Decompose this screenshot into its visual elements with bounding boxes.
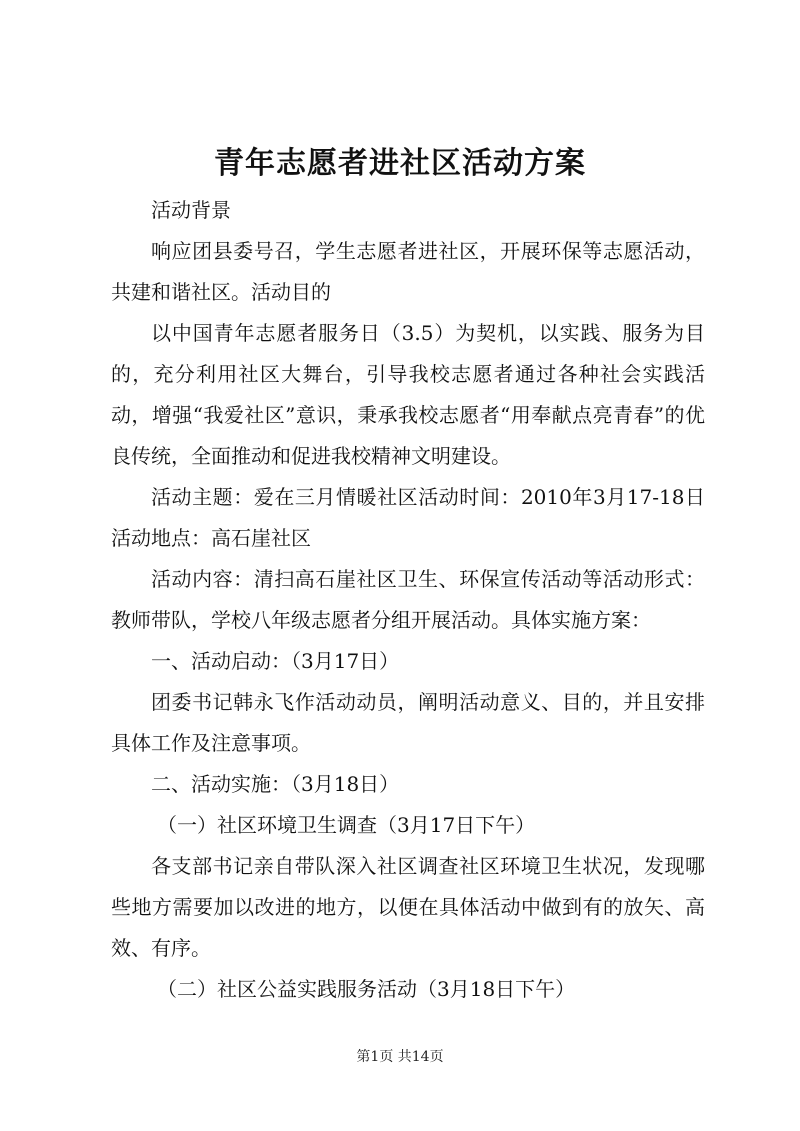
document-title: 青年志愿者进社区活动方案 [214, 146, 586, 181]
paragraph-activity-goal: 以中国青年志愿者服务日（3.5）为契机，以实践、服务为目的，充分利用社区大舞台，引导我校志愿者通过各种社会实践活动，增强“我爱社区”意识，秉承我校志愿者“用奉献点亮青春”的优良传统，全面推动和促进我校精神文明建设。 [111, 321, 705, 468]
paragraph-theme-time-location: 活动主题：爱在三月情暖社区活动时间：2010年3月17-18日活动地点：高石崖社区 [111, 485, 705, 550]
section-heading-launch: 一、活动启动：（3月17日） [151, 649, 400, 673]
paragraph-content-and-form: 活动内容：清扫高石崖社区卫生、环保宣传活动等活动形式：教师带队，学校八年级志愿者分组开展活动。具体实施方案： [111, 567, 705, 632]
paragraph-launch-details: 团委书记韩永飞作活动动员，阐明活动意义、目的，并且安排具体工作及注意事项。 [111, 690, 705, 755]
document-body [111, 190, 705, 1010]
section-heading-implementation: 二、活动实施：（3月18日） [151, 772, 400, 796]
subsection-heading-environment-survey: （一）社区环境卫生调查（3月17日下午） [157, 813, 536, 837]
subsection-heading-public-service: （二）社区公益实践服务活动（3月18日下午） [157, 977, 576, 1001]
page-footer: 第1页 共14页 [356, 1049, 444, 1065]
paragraph-response-and-purpose: 响应团县委号召，学生志愿者进社区，开展环保等志愿活动，共建和谐社区。活动目的 [111, 239, 705, 304]
paragraph-survey-details: 各支部书记亲自带队深入社区调查社区环境卫生状况，发现哪些地方需要加以改进的地方，以便在具体活动中做到有的放矢、高效、有序。 [111, 854, 705, 960]
paragraph-activity-background: 活动背景 [151, 198, 231, 222]
